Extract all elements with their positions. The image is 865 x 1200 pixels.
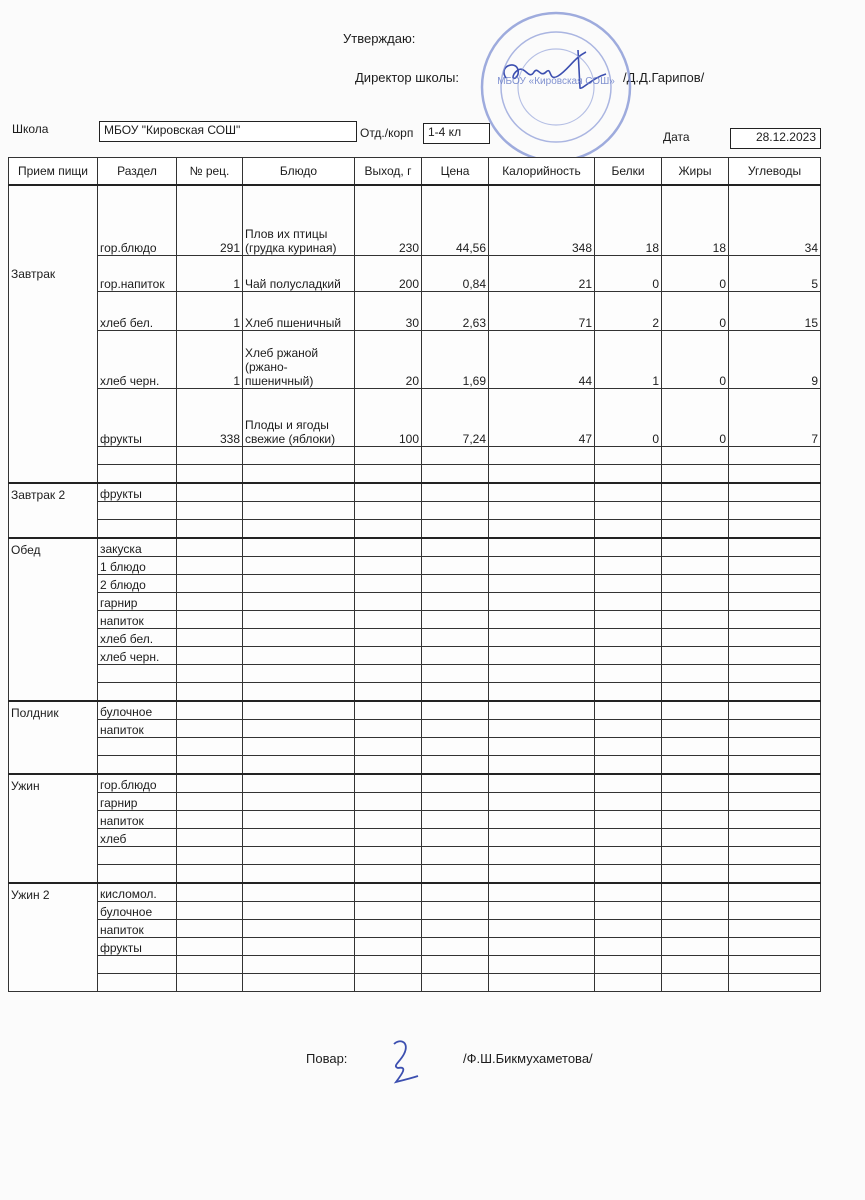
cell-section: 1 блюдо: [98, 556, 177, 574]
cell-recipe: 291: [177, 185, 243, 255]
table-row: [9, 755, 821, 774]
table-row: [9, 774, 821, 793]
cell-carbs: 9: [729, 330, 821, 388]
table-row: [9, 501, 821, 519]
cell-weight: 200: [355, 255, 422, 291]
cell-dish: Хлеб пшеничный: [243, 291, 355, 330]
cell-calories: 348: [489, 185, 595, 255]
header-fat: Жиры: [662, 158, 729, 186]
meal-lunch: Обед: [9, 538, 98, 701]
table-row: [9, 737, 821, 755]
cell-section: фрукты: [98, 388, 177, 446]
cell-dish: Чай полусладкий: [243, 255, 355, 291]
header-weight: Выход, г: [355, 158, 422, 186]
date-field: 28.12.2023: [730, 128, 821, 149]
table-row: [9, 538, 821, 557]
stamp-text: МБОУ «Кировская СОШ»: [497, 76, 615, 87]
cell-section: гарнир: [98, 592, 177, 610]
table-row: [9, 446, 821, 464]
school-field: МБОУ "Кировская СОШ": [99, 121, 357, 142]
cell-protein: 18: [595, 185, 662, 255]
cell-protein: 2: [595, 291, 662, 330]
cell-section: хлеб черн.: [98, 646, 177, 664]
table-row: [9, 719, 821, 737]
cell-carbs: 5: [729, 255, 821, 291]
cell-fat: 18: [662, 185, 729, 255]
cell-section: булочное: [98, 701, 177, 720]
table-row: [9, 574, 821, 592]
table-row: [9, 610, 821, 628]
menu-table: [8, 157, 821, 992]
cell-dish: Плоды и ягоды свежие (яблоки): [243, 388, 355, 446]
cell-section: гор.блюдо: [98, 774, 177, 793]
cell-fat: 0: [662, 291, 729, 330]
cell-carbs: 7: [729, 388, 821, 446]
cook-label: Повар:: [306, 1051, 348, 1066]
table-row: [9, 483, 821, 502]
cell-section: фрукты: [98, 483, 177, 502]
cook-signature: [386, 1036, 426, 1089]
meal-breakfast: Завтрак: [9, 185, 98, 483]
cell-price: 0,84: [422, 255, 489, 291]
table-row: [9, 388, 821, 446]
dept-label: Отд./корп: [360, 126, 414, 140]
meal-breakfast-2: Завтрак 2: [9, 483, 98, 538]
table-row: [9, 901, 821, 919]
cell-section: фрукты: [98, 937, 177, 955]
table-row: [9, 883, 821, 902]
table-row: [9, 519, 821, 538]
cell-recipe: 1: [177, 291, 243, 330]
cell-section: напиток: [98, 719, 177, 737]
header-price: Цена: [422, 158, 489, 186]
table-row: [9, 330, 821, 388]
cell-recipe: 1: [177, 255, 243, 291]
meal-dinner: Ужин: [9, 774, 98, 883]
cell-calories: 44: [489, 330, 595, 388]
table-row: [9, 919, 821, 937]
cell-dish: Плов их птицы (грудка куриная): [243, 185, 355, 255]
table-row: [9, 592, 821, 610]
approve-label: Утверждаю:: [343, 31, 416, 46]
cell-weight: 230: [355, 185, 422, 255]
cell-section: напиток: [98, 810, 177, 828]
cell-dish: Хлеб ржаной (ржано-пшеничный): [243, 330, 355, 388]
table-row: [9, 185, 821, 255]
table-row: [9, 937, 821, 955]
table-row: [9, 864, 821, 883]
table-row: [9, 973, 821, 991]
header-recipe: № рец.: [177, 158, 243, 186]
cell-section: напиток: [98, 610, 177, 628]
cell-section: закуска: [98, 538, 177, 557]
table-row: [9, 664, 821, 682]
table-row: [9, 828, 821, 846]
school-stamp: [477, 8, 635, 166]
table-row: [9, 291, 821, 330]
table-row: [9, 556, 821, 574]
cell-price: 1,69: [422, 330, 489, 388]
cell-price: 7,24: [422, 388, 489, 446]
school-label: Школа: [12, 122, 49, 136]
cell-section: кисломол.: [98, 883, 177, 902]
cell-section: хлеб черн.: [98, 330, 177, 388]
dept-field: 1-4 кл: [423, 123, 490, 144]
cell-price: 2,63: [422, 291, 489, 330]
cell-calories: 21: [489, 255, 595, 291]
table-row: [9, 682, 821, 701]
header-section: Раздел: [98, 158, 177, 186]
cell-fat: 0: [662, 255, 729, 291]
header-calories: Калорийность: [489, 158, 595, 186]
table-header-row: [9, 158, 821, 186]
table-row: [9, 810, 821, 828]
cell-section: хлеб бел.: [98, 291, 177, 330]
cell-section: гарнир: [98, 792, 177, 810]
cell-protein: 0: [595, 388, 662, 446]
cell-recipe: 338: [177, 388, 243, 446]
table-row: [9, 255, 821, 291]
meal-snack: Полдник: [9, 701, 98, 774]
cell-protein: 1: [595, 330, 662, 388]
cell-recipe: 1: [177, 330, 243, 388]
date-label: Дата: [663, 130, 690, 144]
cell-section: гор.напиток: [98, 255, 177, 291]
cell-fat: 0: [662, 330, 729, 388]
table-row: [9, 846, 821, 864]
meal-dinner-2: Ужин 2: [9, 883, 98, 992]
table-row: [9, 701, 821, 720]
cell-section: гор.блюдо: [98, 185, 177, 255]
cell-section: хлеб бел.: [98, 628, 177, 646]
cell-carbs: 15: [729, 291, 821, 330]
cell-section: напиток: [98, 919, 177, 937]
director-name: /Д.Д.Гарипов/: [623, 70, 705, 85]
header-protein: Белки: [595, 158, 662, 186]
table-row: [9, 464, 821, 483]
cell-section: булочное: [98, 901, 177, 919]
cell-calories: 71: [489, 291, 595, 330]
table-row: [9, 955, 821, 973]
cell-weight: 30: [355, 291, 422, 330]
cell-carbs: 34: [729, 185, 821, 255]
cell-protein: 0: [595, 255, 662, 291]
cell-calories: 47: [489, 388, 595, 446]
cell-price: 44,56: [422, 185, 489, 255]
cell-section: хлеб: [98, 828, 177, 846]
cell-fat: 0: [662, 388, 729, 446]
header-dish: Блюдо: [243, 158, 355, 186]
cell-section: 2 блюдо: [98, 574, 177, 592]
table-row: [9, 628, 821, 646]
header-carbs: Углеводы: [729, 158, 821, 186]
cook-name: /Ф.Ш.Бикмухаметова/: [463, 1051, 593, 1066]
cell-weight: 100: [355, 388, 422, 446]
table-row: [9, 792, 821, 810]
table-row: [9, 646, 821, 664]
director-label: Директор школы:: [355, 70, 459, 85]
cell-weight: 20: [355, 330, 422, 388]
header-meal: Прием пищи: [9, 158, 98, 186]
